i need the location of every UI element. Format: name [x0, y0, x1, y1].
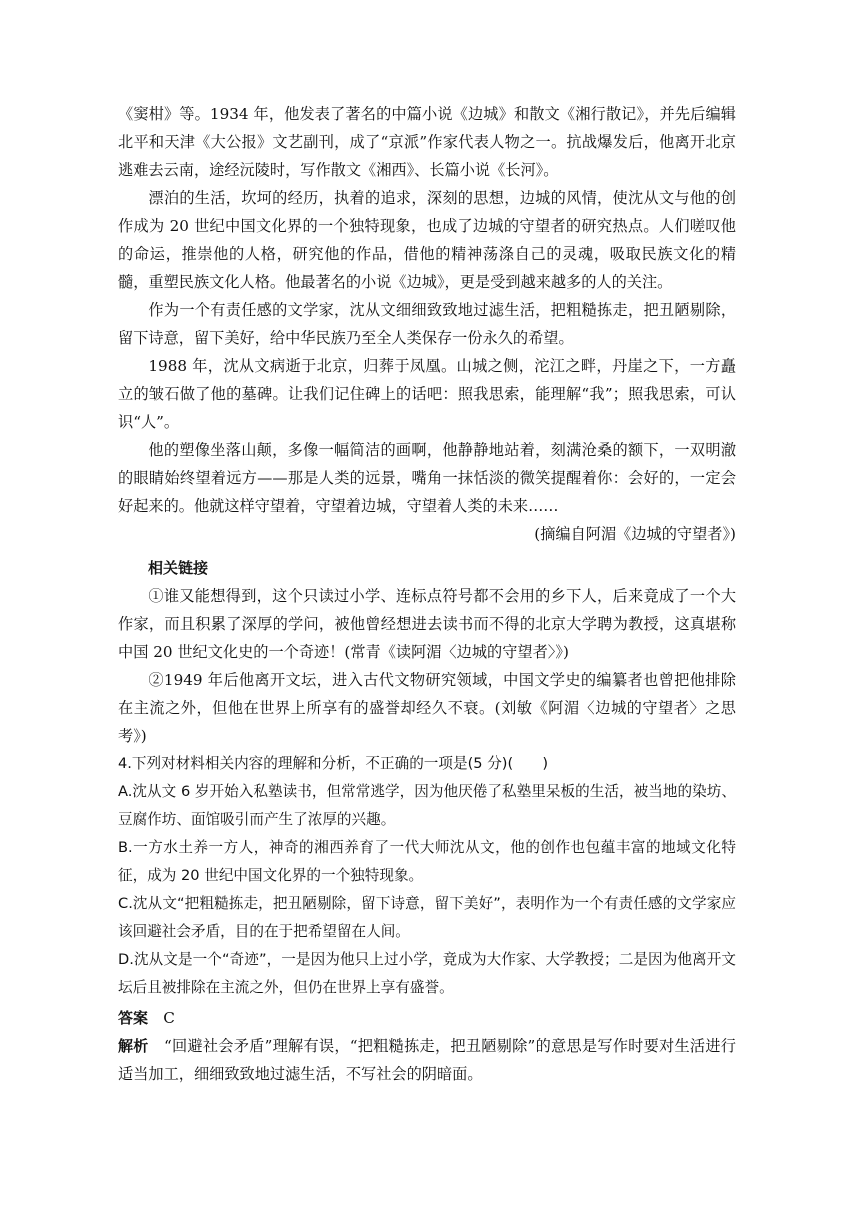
analysis-label: 解析 [118, 1037, 149, 1055]
passage-paragraph-4: 1988 年，沈从文病逝于北京，归葬于凤凰。山城之侧，沱江之畔，丹崖之下，一方矗立的皱石做了他的墓碑。让我们记住碑上的话吧：照我思索，能理解“我”；照我思索，可认识“人”。 [118, 357, 736, 431]
analysis-block [118, 1032, 736, 1088]
passage-paragraph-3: 作为一个有责任感的文学家，沈从文细细致致地过滤生活，把粗糙拣走，把丑陋剔除，留下诗意，留下美好，给中华民族乃至全人类保存一份永久的希望。 [118, 301, 736, 347]
related-link-1: ①谁又能想得到，这个只读过小学、连标点符号都不会用的乡下人，后来竟成了一个大作家，而且积累了深厚的学问，被他曾经想进去读书而不得的北京大学聘为教授，这真堪称中国 20 世纪文化史的一个奇迹！(常青《读阿湄〈边城的守望者〉》) [118, 587, 736, 661]
analysis-text: “回避社会矛盾”理解有误，“把粗糙拣走，把丑陋剔除”的意思是写作时要对生活进行适当加工，细细致致地过滤生活，不写社会的阴暗面。 [118, 1037, 736, 1083]
option-b: B.一方水土养一方人，神奇的湘西养育了一代大师沈从文，他的创作也包蕴丰富的地域文化特征，成为 20 世纪中国文化界的一个独特现象。 [118, 839, 736, 884]
answer-value: C [163, 1009, 175, 1027]
related-link-2: ②1949 年后他离开文坛，进入古代文物研究领域，中国文学史的编纂者也曾把他排除在主流之外，但他在世界上所享有的盛誉却经久不衰。(刘敏《阿湄〈边城的守望者〉之思考》) [118, 671, 736, 745]
answer-line [118, 1004, 736, 1032]
passage-paragraph-5: 他的塑像坐落山颠，多像一幅简洁的画啊，他静静地站着，刻满沧桑的额下，一双明澈的眼睛始终望着远方——那是人类的远景，嘴角一抹恬淡的微笑提醒着你：会好的，一定会好起来的。他就这样守望着，守望着边城，守望着人类的未来…… [118, 441, 736, 515]
passage-source: (摘编自阿湄《边城的守望者》) [534, 525, 736, 543]
question-stem: 4.下列对材料相关内容的理解和分析，不正确的一项是(5 分)( ) [118, 755, 549, 772]
passage-paragraph-2: 漂泊的生活，坎坷的经历，执着的追求，深刻的思想，边城的风情，使沈从文与他的创作成为 20 世纪中国文化界的一个独特现象，也成了边城的守望者的研究热点。人们嗟叹他的命运，推崇他的人格，研究他的作品，借他的精神荡涤自己的灵魂，吸取民族文化的精髓，重塑民族文化人格。他最著名的小说《边城》，更是受到越来越多的人的关注。 [118, 189, 736, 291]
option-d: D.沈从文是一个“奇迹”，一是因为他只上过小学，竟成为大作家、大学教授；二是因为他离开文坛后且被排除在主流之外，但仍在世界上享有盛誉。 [118, 951, 736, 996]
document-page [118, 100, 736, 1088]
answer-label: 答案 [118, 1009, 149, 1027]
related-links-heading: 相关链接 [148, 559, 209, 577]
passage-paragraph-1: 《窦柑》等。1934 年，他发表了著名的中篇小说《边城》和散文《湘行散记》，并先后编辑北平和天津《大公报》文艺副刊，成了“京派”作家代表人物之一。抗战爆发后，他离开北京逃难去云南，途经沅陵时，写作散文《湘西》、长篇小说《长河》。 [118, 105, 736, 179]
option-c: C.沈从文“把粗糙拣走，把丑陋剔除，留下诗意，留下美好”，表明作为一个有责任感的文学家应该回避社会矛盾，目的在于把希望留在人间。 [118, 895, 736, 940]
option-a: A.沈从文 6 岁开始入私塾读书，但常常逃学，因为他厌倦了私塾里呆板的生活，被当地的染坊、豆腐作坊、面馆吸引而产生了浓厚的兴趣。 [118, 783, 736, 828]
